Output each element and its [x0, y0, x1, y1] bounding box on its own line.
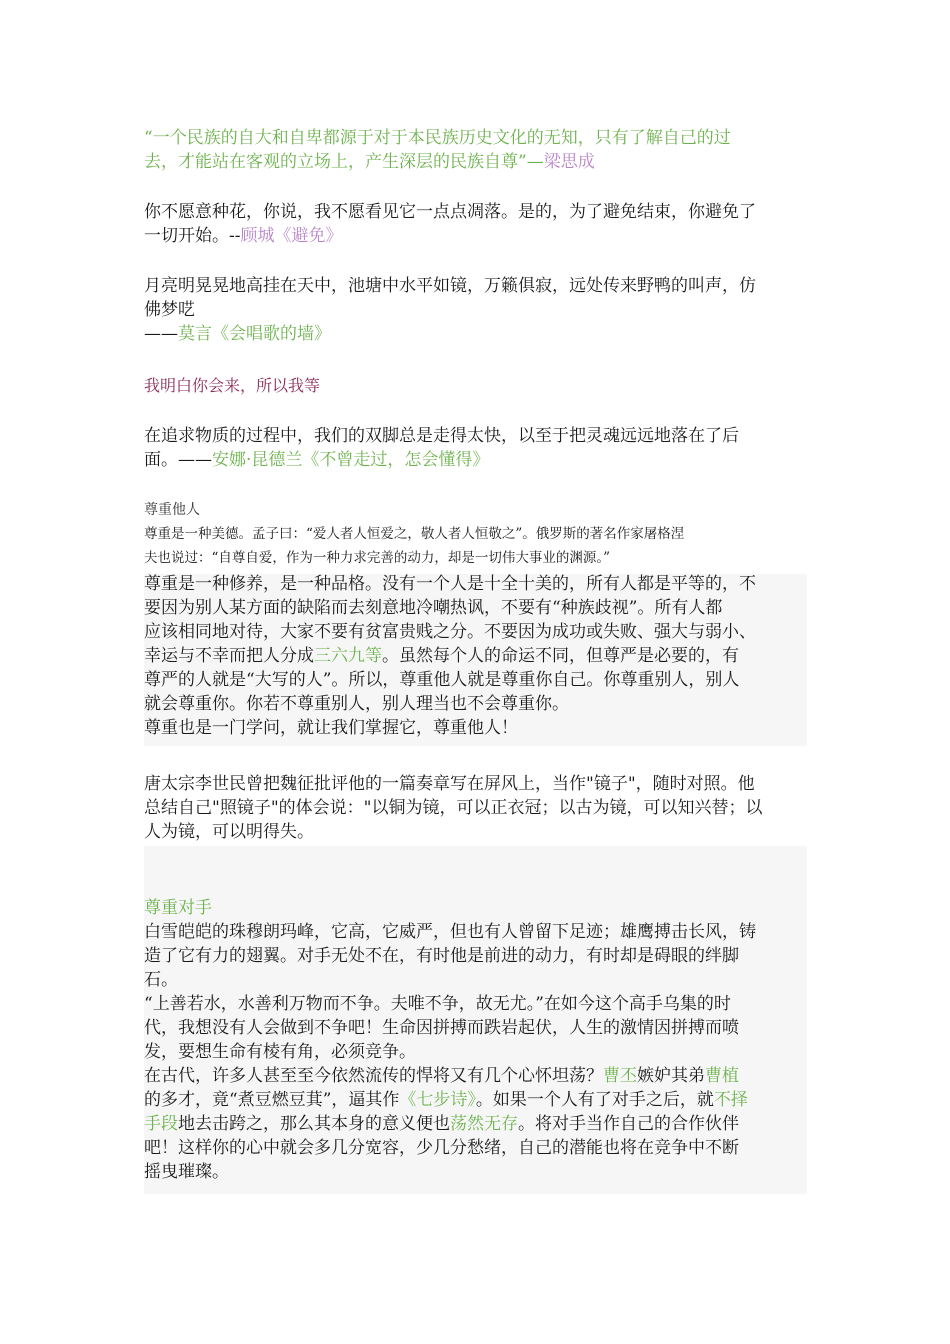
idiom-link[interactable]: 手段 — [144, 1114, 178, 1134]
idiom-link[interactable]: 三六九等 — [314, 646, 382, 666]
poem-link[interactable]: 《七步诗》 — [399, 1090, 476, 1110]
name-link[interactable]: 曹丕 — [603, 1066, 637, 1086]
body-line: 。将对手当作自己的合作伙伴 — [518, 1114, 739, 1134]
quote-author: 梁思成 — [543, 152, 595, 172]
body-line: 人为镜，可以明得失。 — [144, 822, 314, 842]
body-line: 白雪皑皑的珠穆朗玛峰，它高，它威严，但也有人曾留下足迹；雄鹰搏击长风，铸 — [144, 922, 756, 942]
body-line: 总结自己"照镜子"的体会说："以铜为镜，可以正衣冠；以古为镜，可以知兴替；以 — [144, 798, 763, 818]
quote-mo-yan — [144, 274, 807, 346]
section-taizong — [144, 772, 807, 844]
body-line: 尊重是一种修养，是一种品格。没有一个人是十全十美的，所有人都是平等的，不 — [144, 574, 756, 594]
body-line: 石。 — [144, 970, 178, 990]
idiom-link[interactable]: 不择 — [713, 1090, 748, 1110]
body-line: 尊严的人就是“大写的人”。所以，尊重他人就是尊重你自己。你尊重别人，别人 — [144, 670, 740, 690]
body-line: 就会尊重你。你若不尊重别人，别人理当也不会尊重你。 — [144, 694, 569, 714]
section-respect-others — [144, 498, 807, 570]
body-line: 代，我想没有人会做到不争吧！生命因拼搏而跌岩起伏，人生的激情因拼搏而喷 — [144, 1018, 739, 1038]
section-title: 尊重他人 — [144, 502, 200, 518]
body-line: 在古代，许多人甚至至今依然流传的悍将又有几个心怀坦荡？ — [144, 1066, 603, 1086]
respect-body — [144, 572, 807, 740]
body-line: 要因为别人某方面的缺陷而去刻意地冷嘲热讽，不要有“种族歧视”。所有人都 — [144, 598, 723, 618]
quote-line: 一切开始。-- — [144, 226, 241, 246]
quote-line: 佛梦呓 — [144, 300, 195, 320]
quote-liang-sicheng — [144, 126, 807, 174]
intro-line: 尊重是一种美德。孟子曰：“爱人者人恒爱之，敬人者人恒敬之”。俄罗斯的著名作家屠格涅 — [144, 526, 685, 542]
idiom-link[interactable]: 荡然无存 — [450, 1114, 518, 1134]
body-line: 地去击跨之，那么其本身的意义便也 — [178, 1114, 450, 1134]
body-line: 。如果一个人有了对手之后，就 — [475, 1090, 714, 1110]
body-line: 尊重也是一门学问，就让我们掌握它，尊重他人！ — [144, 718, 518, 738]
quote-source: 顾城《避免》 — [240, 226, 343, 246]
quote-waiting — [144, 374, 807, 398]
body-line: 应该相同地对待，大家不要有贫富贵贱之分。不要因为成功或失败、强大与弱小、 — [144, 622, 756, 642]
quote-line: 在追求物质的过程中，我们的双脚总是走得太快，以至于把灵魂远远地落在了后 — [144, 426, 739, 446]
quote-line: 你不愿意种花，你说，我不愿看见它一点点凋落。是的，为了避免结束，你避免了 — [144, 202, 756, 222]
quote-part: 所以我等 — [256, 376, 321, 395]
quote-line: “一个民族的自大和自卑都源于对于本民族历史文化的无知，只有了解自己的过 — [144, 128, 731, 148]
body-line: 发，要想生命有棱有角，必须竞争。 — [144, 1042, 416, 1062]
body-line: 造了它有力的翅翼。对手无处不在，有时他是前进的动力，有时却是碍眼的绊脚 — [144, 946, 739, 966]
intro-line: 夫也说过：“自尊自爱，作为一种力求完善的动力，却是一切伟大事业的渊源。” — [144, 550, 611, 566]
quote-source: 莫言《会唱歌的墙》 — [178, 324, 331, 344]
quote-dash: —— — [144, 324, 178, 344]
quote-line: 去，才能站在客观的立场上，产生深层的民族自尊”— — [144, 152, 544, 172]
body-line: 嫉妒其弟 — [637, 1066, 705, 1086]
section-respect-rival — [144, 896, 807, 1184]
quote-part: 我明白 — [144, 376, 193, 395]
body-line: 的多才，竟“煮豆燃豆萁”，逼其作 — [144, 1090, 400, 1110]
quote-part: 你会来， — [192, 376, 257, 395]
section-title: 尊重对手 — [144, 898, 212, 918]
body-line: 唐太宗李世民曾把魏征批评他的一篇奏章写在屏风上，当作"镜子"，随时对照。他 — [144, 774, 755, 794]
body-line: “上善若水，水善利万物而不争。夫唯不争，故无尤。”在如今这个高手乌集的时 — [144, 994, 731, 1014]
body-line: 。虽然每个人的命运不同，但尊严是必要的，有 — [382, 646, 739, 666]
quote-gu-cheng — [144, 200, 807, 248]
quote-line: 月亮明晃晃地高挂在天中，池塘中水平如镜，万籁俱寂，远处传来野鸭的叫声，仿 — [144, 276, 756, 296]
quote-anna-quindlen — [144, 424, 807, 472]
quote-line: 面。—— — [144, 450, 212, 470]
quote-source: 安娜·昆德兰《不曾走过，怎会懂得》 — [212, 450, 490, 470]
name-link[interactable]: 曹植 — [705, 1066, 739, 1086]
body-line: 摇曳璀璨。 — [144, 1162, 229, 1182]
body-line: 幸运与不幸而把人分成 — [144, 646, 314, 666]
body-line: 吧！这样你的心中就会多几分宽容，少几分愁绪，自己的潜能也将在竞争中不断 — [144, 1138, 739, 1158]
